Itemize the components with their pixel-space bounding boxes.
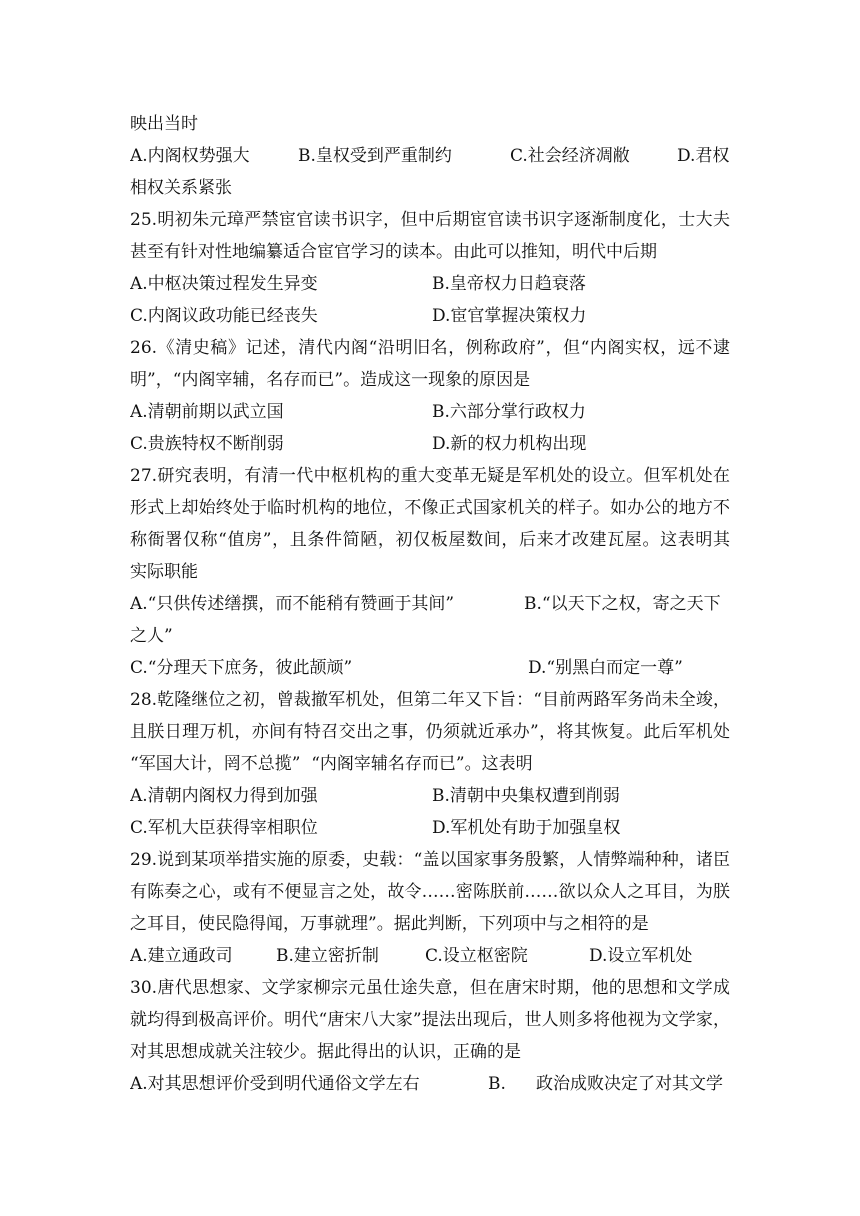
q28-options-row1 bbox=[130, 780, 730, 812]
q29-stem-line1: 29.说到某项举措实施的原委，史载：“盖以国家事务殷繁，人情弊端种种，诸臣 bbox=[130, 850, 730, 870]
q25-options-row2 bbox=[130, 300, 730, 332]
q25-stem-line1: 25.明初朱元璋严禁宦官读书识字，但中后期宦官读书识字逐渐制度化，士大夫 bbox=[130, 210, 730, 230]
q27-option-a: A.“只供传述缮撰，而不能稍有赞画于其间” bbox=[130, 594, 455, 614]
q27-option-b: B.“以天下之权，寄之天下 bbox=[524, 594, 721, 614]
q26-stem-line2: 明”，“内阁宰辅，名存而已”。造成这一现象的原因是 bbox=[130, 370, 531, 390]
q26-option-d: D.新的权力机构出现 bbox=[432, 434, 587, 454]
q28-options-row2 bbox=[130, 812, 730, 844]
q29-option-c: C.设立枢密院 bbox=[425, 946, 528, 966]
q30-option-a: A.对其思想评价受到明代通俗文学左右 bbox=[130, 1074, 420, 1094]
q27-options-row2 bbox=[130, 652, 730, 684]
q29-options-row bbox=[130, 940, 730, 972]
q24-option-c: C.社会经济凋敝 bbox=[510, 146, 630, 166]
q27-option-d: D.“别黑白而定一尊” bbox=[528, 658, 683, 678]
q28-option-c: C.军机大臣获得宰相职位 bbox=[130, 818, 318, 838]
q27-stem-line1: 27.研究表明，有清一代中枢机构的重大变革无疑是军机处的设立。但军机处在 bbox=[130, 466, 730, 486]
q26-option-b: B.六部分掌行政权力 bbox=[432, 402, 586, 422]
q28-option-a: A.清朝内阁权力得到加强 bbox=[130, 786, 318, 806]
q26-options-row1 bbox=[130, 396, 730, 428]
q29-stem-line3: 之耳目，使民隐得闻，万事就理”。据此判断，下列项中与之相符的是 bbox=[130, 914, 649, 934]
q29-option-d: D.设立军机处 bbox=[589, 946, 693, 966]
q27-stem-line2: 形式上却始终处于临时机构的地位，不像正式国家机关的样子。如办公的地方不 bbox=[130, 498, 730, 518]
q26-option-a: A.清朝前期以武立国 bbox=[130, 402, 284, 422]
q30-options-row bbox=[130, 1068, 730, 1100]
q30-stem-line3: 对其思想成就关注较少。据此得出的认识，正确的是 bbox=[130, 1042, 521, 1062]
q28-option-d: D.军机处有助于加强皇权 bbox=[432, 818, 621, 838]
q25-option-b: B.皇帝权力日趋衰落 bbox=[432, 274, 586, 294]
q30-option-b-label: B. bbox=[488, 1074, 506, 1094]
q28-stem-line2: 且朕日理万机，亦间有特召交出之事，仍须就近承办”，将其恢复。此后军机处 bbox=[130, 722, 730, 742]
q26-options-row2 bbox=[130, 428, 730, 460]
q29-option-b: B.建立密折制 bbox=[276, 946, 379, 966]
q24-option-a: A.内阁权势强大 bbox=[130, 146, 250, 166]
q24-stem-tail: 映出当时 bbox=[130, 114, 198, 134]
q30-stem-line2: 就均得到极高评价。明代“唐宋八大家”提法出现后，世人则多将他视为文学家， bbox=[130, 1010, 730, 1030]
q28-stem-line1: 28.乾隆继位之初，曾裁撤军机处，但第二年又下旨：“目前两路军务尚未全竣， bbox=[130, 690, 730, 710]
q27-option-b-continued: 之人” bbox=[130, 626, 173, 646]
q27-stem-line4: 实际职能 bbox=[130, 562, 198, 582]
q28-option-b: B.清朝中央集权遭到削弱 bbox=[432, 786, 620, 806]
q27-stem-line3: 称衙署仅称“值房”，且条件简陋，初仅板屋数间，后来才改建瓦屋。这表明其 bbox=[130, 530, 730, 550]
q25-stem-line2: 甚至有针对性地编纂适合宦官学习的读本。由此可以推知，明代中后期 bbox=[130, 242, 657, 262]
q24-options-row bbox=[130, 140, 730, 172]
q29-stem-line2: 有陈奏之心，或有不便显言之处，故令……密陈朕前……欲以众人之耳目，为朕 bbox=[130, 882, 730, 902]
q26-stem-line1: 26.《清史稿》记述，清代内阁“沿明旧名，例称政府”，但“内阁实权，远不逮 bbox=[130, 338, 730, 358]
q25-options-row1 bbox=[130, 268, 730, 300]
q25-option-d: D.宦官掌握决策权力 bbox=[432, 306, 587, 326]
q30-stem-line1: 30.唐代思想家、文学家柳宗元虽仕途失意，但在唐宋时期，他的思想和文学成 bbox=[130, 978, 730, 998]
q29-option-a: A.建立通政司 bbox=[130, 946, 233, 966]
q30-option-b: 政治成败决定了对其文学 bbox=[536, 1074, 723, 1094]
q26-option-c: C.贵族特权不断削弱 bbox=[130, 434, 284, 454]
q24-option-d-continued: 相权关系紧张 bbox=[130, 178, 232, 198]
q28-stem-line3: “军国大计，罔不总揽” “内阁宰辅名存而已”。这表明 bbox=[130, 754, 533, 774]
q24-option-d: D.君权 bbox=[677, 146, 730, 166]
q25-option-a: A.中枢决策过程发生异变 bbox=[130, 274, 318, 294]
q27-option-c: C.“分理天下庶务，彼此颉颃” bbox=[130, 658, 353, 678]
q24-option-b: B.皇权受到严重制约 bbox=[298, 146, 452, 166]
q25-option-c: C.内阁议政功能已经丧失 bbox=[130, 306, 318, 326]
q27-options-row1 bbox=[130, 588, 730, 620]
